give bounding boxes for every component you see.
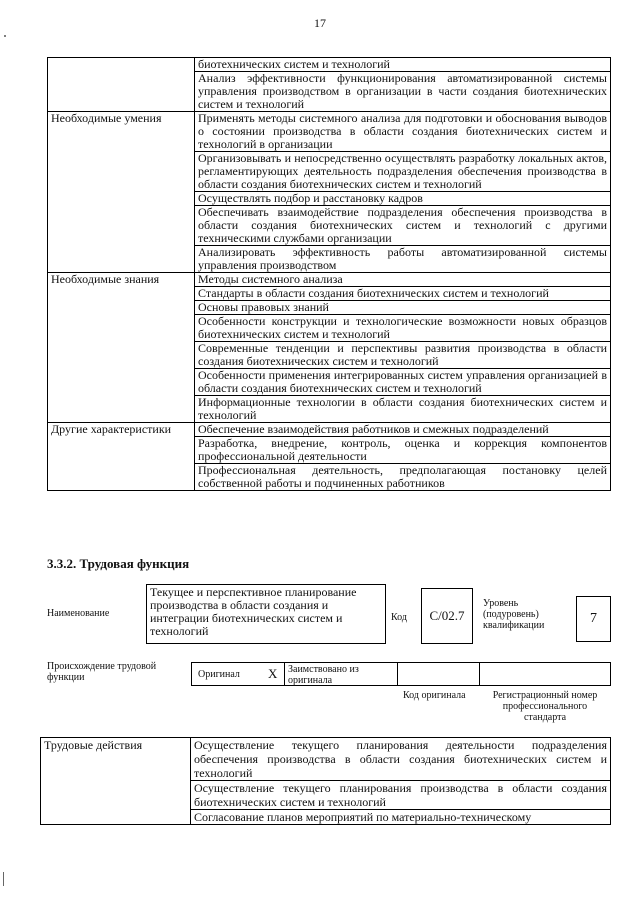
list-item: Разработка, внедрение, контроль, оценка и коррекция компонентов профессиональной деятельности: [195, 437, 611, 464]
list-item: Организовывать и непосредственно осуществлять разработку локальных актов, регламентирующих деятельность подразделения обеспечения производства в области создания биотехнических систем и технологий: [195, 152, 611, 192]
row-label-other: Другие характеристики: [48, 423, 195, 491]
table-row: [48, 112, 611, 152]
level-value: 7: [590, 611, 597, 626]
row-label-continued: [48, 58, 195, 112]
origin-code-caption: Код оригинала: [403, 690, 466, 701]
table-row: [48, 273, 611, 287]
origin-original-cell: [191, 662, 285, 686]
row-label-labor-actions: Трудовые действия: [41, 738, 191, 825]
list-item: Согласование планов мероприятий по материально-техническому: [191, 810, 611, 825]
row-label-knowledge: Необходимые знания: [48, 273, 195, 423]
origin-original-label: Оригинал: [198, 669, 240, 680]
list-item: Стандарты в области создания биотехнических систем и технологий: [195, 287, 611, 301]
origin-reg-caption: Регистрационный номер профессионального стандарта: [492, 690, 598, 723]
name-value-box: [146, 584, 386, 644]
labor-actions-table: [40, 737, 611, 825]
list-item: биотехнических систем и технологий: [195, 58, 611, 72]
origin-borrowed-label: Заимствовано из оригинала: [288, 664, 359, 686]
scan-dot: [4, 35, 6, 37]
name-label: Наименование: [47, 608, 110, 619]
name-value: Текущее и перспективное планирование производства в области создания и интеграции биотехнических систем и технологий: [150, 585, 357, 638]
list-item: Осуществление текущего планирования деятельности подразделения обеспечения производства в области создания биотехнических систем и технологий: [191, 738, 611, 781]
list-item: Информационные технологии в области создания биотехнических систем и технологий: [195, 396, 611, 423]
list-item: Обеспечивать взаимодействие подразделения обеспечения производства в области создания биотехнических систем и технологий с другими техническими службами организации: [195, 206, 611, 246]
list-item: Особенности применения интегрированных систем управления организацией в области создания биотехнических систем и технологий: [195, 369, 611, 396]
section-heading: 3.3.2. Трудовая функция: [47, 556, 190, 571]
list-item: Методы системного анализа: [195, 273, 611, 287]
origin-original-mark: X: [268, 666, 278, 681]
list-item: Профессиональная деятельность, предполагающая постановку целей собственной работы и подчиненных работников: [195, 464, 611, 491]
list-item: Современные тенденции и перспективы развития производства в области создания биотехнических систем и технологий: [195, 342, 611, 369]
list-item: Обеспечение взаимодействия работников и смежных подразделений: [195, 423, 611, 437]
code-value-box: [421, 588, 473, 644]
list-item: Основы правовых знаний: [195, 301, 611, 315]
list-item: Анализ эффективности функционирования автоматизированной системы управления производством в организации в части создания биотехнических систем и технологий: [195, 72, 611, 112]
origin-reg-cell: [479, 662, 611, 686]
list-item: Осуществление текущего планирования производства в области создания биотехнических систем и технологий: [191, 781, 611, 810]
table-row: [41, 738, 611, 781]
page-number: 17: [314, 16, 326, 30]
list-item: Применять методы системного анализа для подготовки и обоснования выводов о состоянии производства в области создания биотехнических систем и технологий в организации: [195, 112, 611, 152]
code-label: Код: [391, 612, 407, 623]
table-row: [48, 423, 611, 437]
list-item: Особенности конструкции и технологические возможности новых образцов биотехнических систем и технологий: [195, 315, 611, 342]
table-row: [48, 58, 611, 72]
row-label-skills: Необходимые умения: [48, 112, 195, 273]
code-value: C/02.7: [429, 608, 465, 623]
level-value-box: [576, 596, 611, 642]
list-item: Осуществлять подбор и расстановку кадров: [195, 192, 611, 206]
scan-mark: [3, 872, 4, 886]
origin-label: Происхождение трудовой функции: [47, 661, 157, 683]
list-item: Анализировать эффективность работы автоматизированной системы управления производством: [195, 246, 611, 273]
origin-code-cell: [397, 662, 480, 686]
level-label: Уровень (подуровень) квалификации: [483, 598, 545, 631]
origin-borrowed-cell: [284, 662, 398, 686]
requirements-table: [47, 57, 611, 491]
